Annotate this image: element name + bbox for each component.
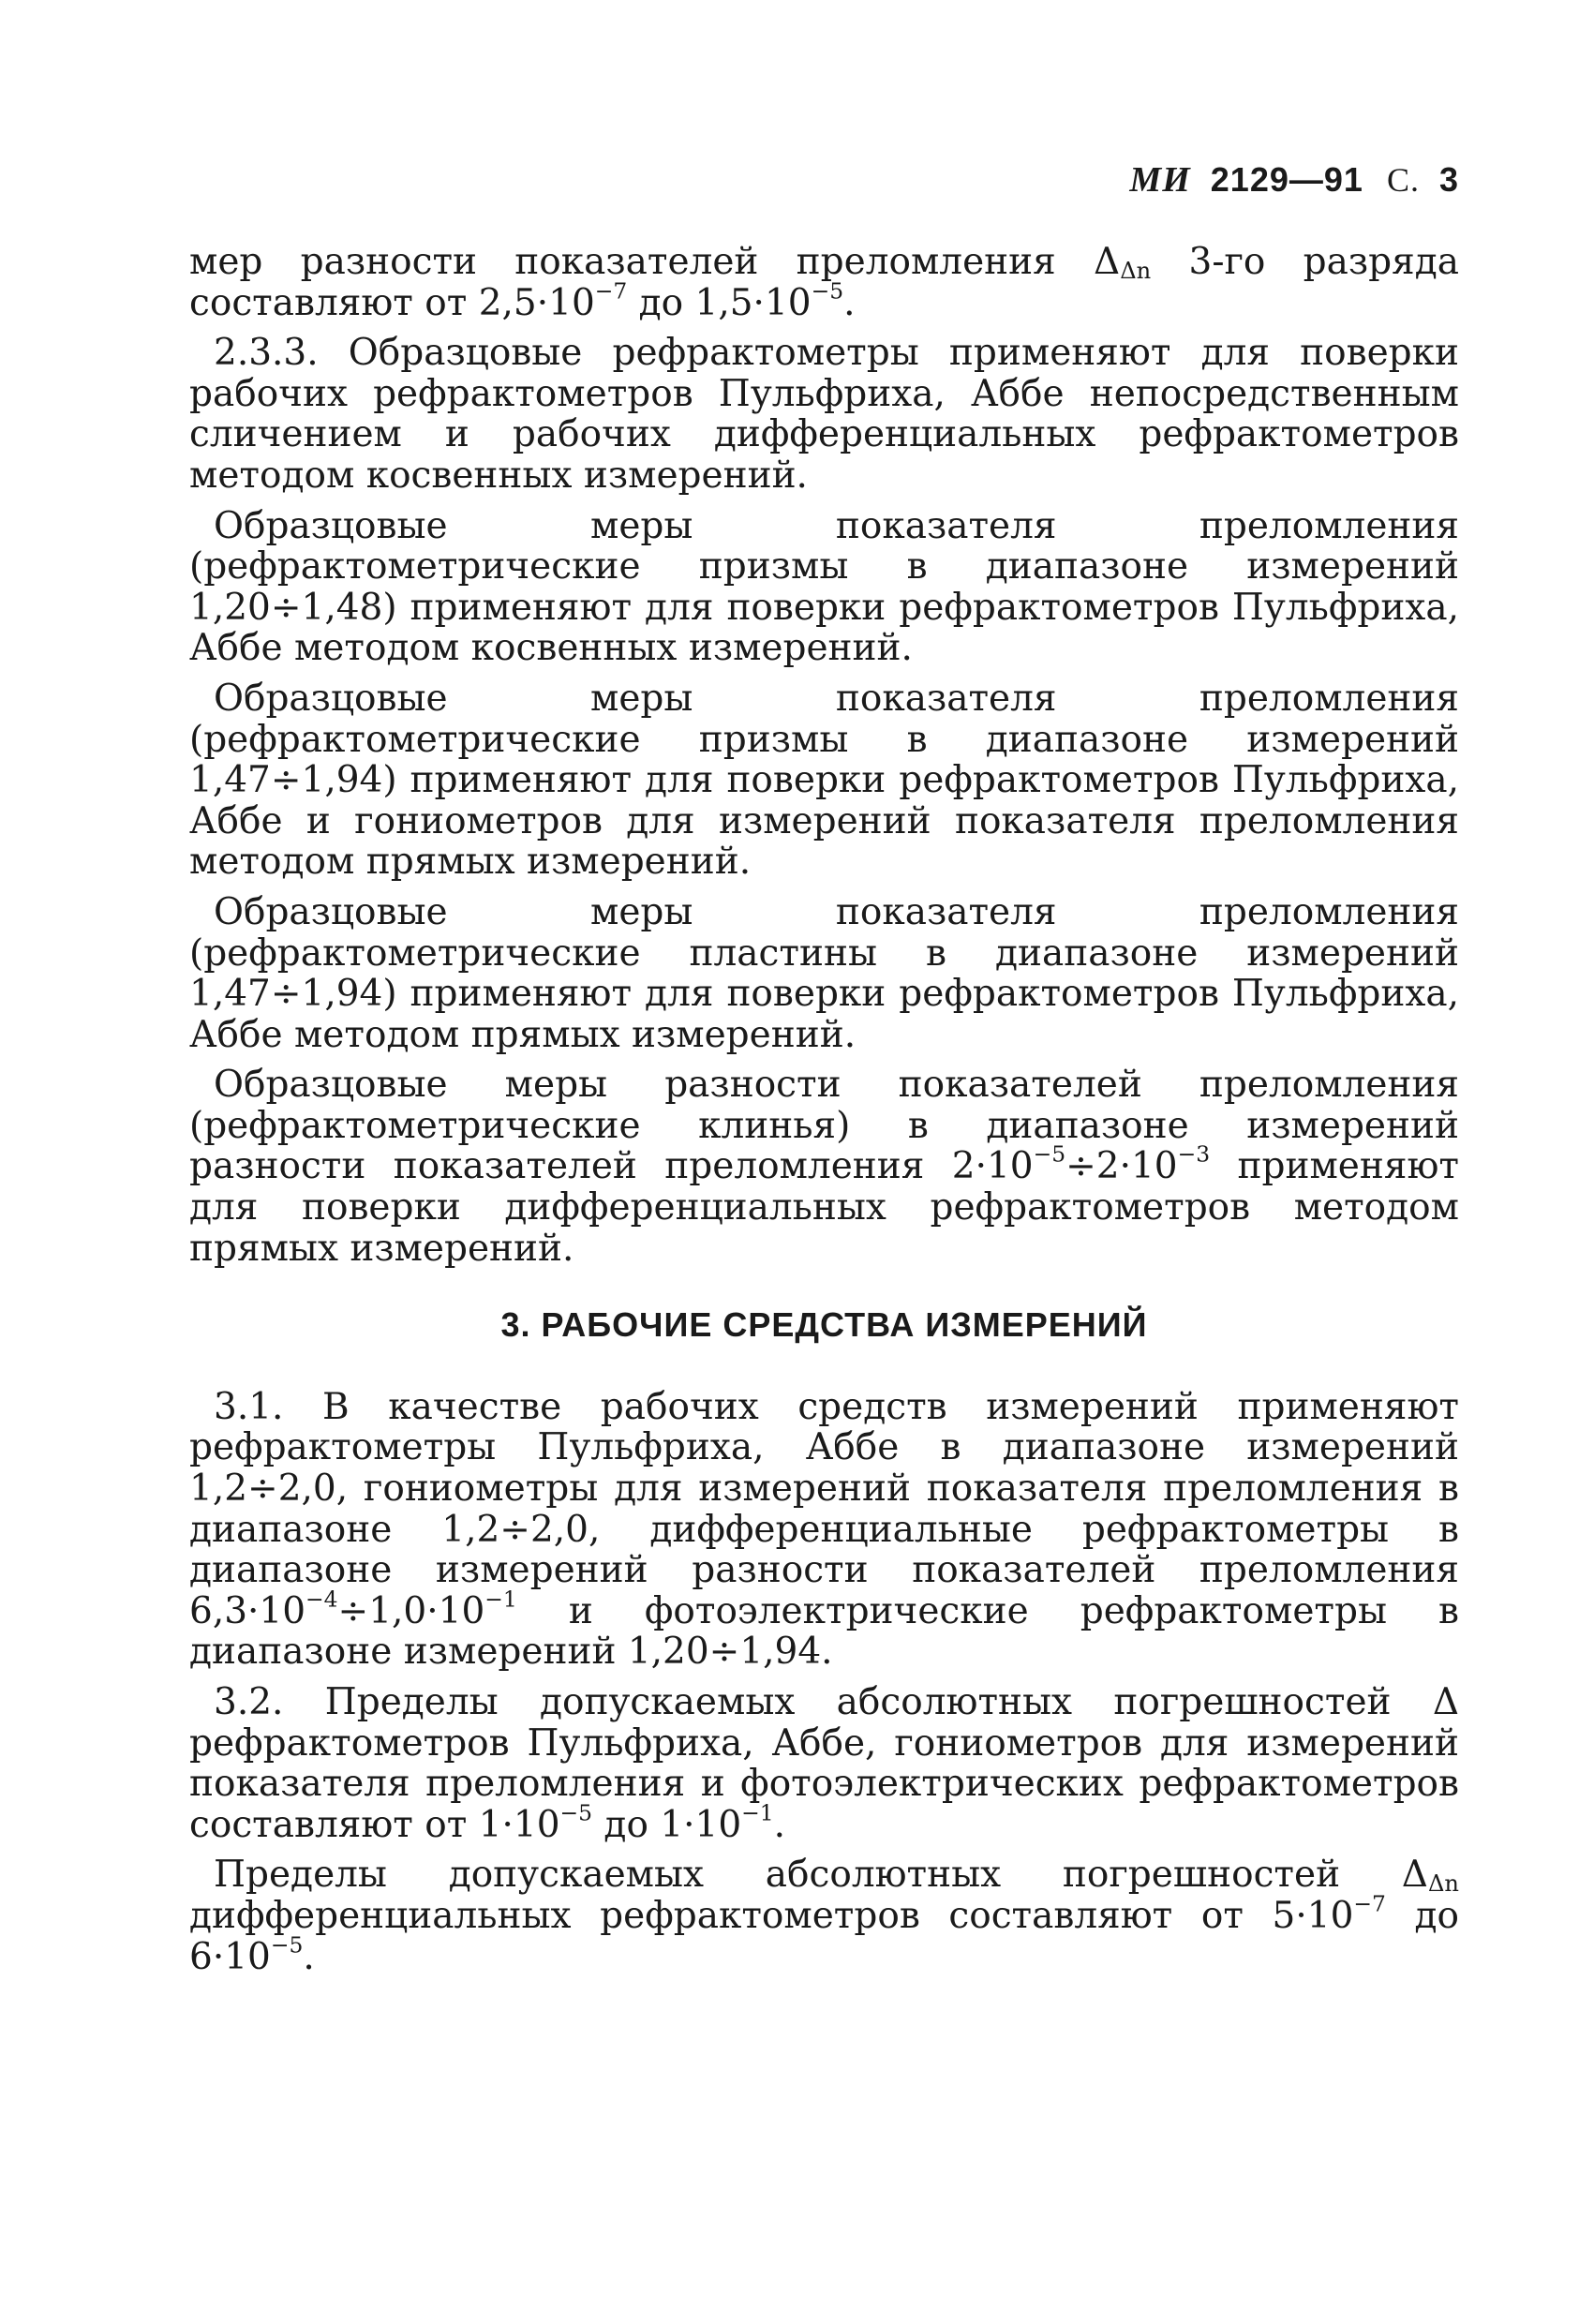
document-body (189, 242, 1459, 1987)
paragraph-3-1: 3.1. В качестве рабочих средств измерений применяют рефрактометры Пульфриха, Аббе в диапазоне измерений 1,2÷2,0, гониометры для измерений показателя преломления в диапазоне 1,2÷2,0, дифференциальные рефрактометры в диапазоне измерений разности показателей преломления $6,3\cdot 10^{-4}\div 1,0\cdot 10^{-1}$ и фотоэлектрические рефрактометры в диапазоне измерений 1,20÷1,94. (189, 1385, 1459, 1674)
paragraph-wedges: Образцовые меры разности показателей преломления (рефрактометрические клинья) в диапазоне измерений разности показателей преломления $2\cdot 10^{-5}\div 2\cdot 10^{-3}$ применяют для поверки дифференциальных рефрактометров методом прямых измерений. (189, 1064, 1459, 1270)
paragraph-2-3-3: 2.3.3. Образцовые рефрактометры применяют для поверки рабочих рефрактометров Пульфриха, Аббе непосредственным сличением и рабочих дифференциальных рефрактометров методом косвенных измерений. (189, 332, 1459, 497)
paragraph-3-2: 3.2. Пределы допускаемых абсолютных погрешностей Δ рефрактометров Пульфриха, Аббе, гониометров для измерений показателя преломления и фотоэлектрических рефрактометров составляют от $1\cdot 10^{-5}$ до $1\cdot 10^{-1}$. (189, 1681, 1459, 1846)
paragraph-plates: Образцовые меры показателя преломления (рефрактометрические пластины в диапазоне измерений 1,47÷1,94) применяют для поверки рефрактометров Пульфриха, Аббе методом прямых измерений. (189, 890, 1459, 1056)
page-number: 3 (1438, 160, 1459, 199)
page-label: С. (1386, 161, 1420, 199)
paragraph-prisms-1-47: Образцовые меры показателя преломления (рефрактометрические призмы в диапазоне измерений 1,47÷1,94) применяют для поверки рефрактометров Пульфриха, Аббе и гониометров для измерений показателя преломления методом прямых измерений. (189, 677, 1459, 884)
paragraph-continuation: мер разности показателей преломления $\Delta_{\Delta n}$ 3-го разряда составляют от $2,5\cdot 10^{-7}$ до $1,5\cdot 10^{-5}$. (189, 241, 1459, 324)
document-code: МИ (1129, 160, 1191, 200)
running-header (1129, 159, 1459, 201)
section-heading: 3. РАБОЧИЕ СРЕДСТВА ИЗМЕРЕНИЙ (500, 1305, 1148, 1345)
paragraph-prisms-1-20: Образцовые меры показателя преломления (рефрактометрические призмы в диапазоне измерений 1,20÷1,48) применяют для поверки рефрактометров Пульфриха, Аббе методом косвенных измерений. (189, 504, 1459, 670)
document-number: 2129—91 (1210, 160, 1363, 199)
paragraph-3-2-differential: Пределы допускаемых абсолютных погрешностей $\Delta_{\Delta n}$ дифференциальных рефрактометров составляют от $5\cdot 10^{-7}$ до $6\cdot 10^{-5}$. (189, 1854, 1459, 1978)
